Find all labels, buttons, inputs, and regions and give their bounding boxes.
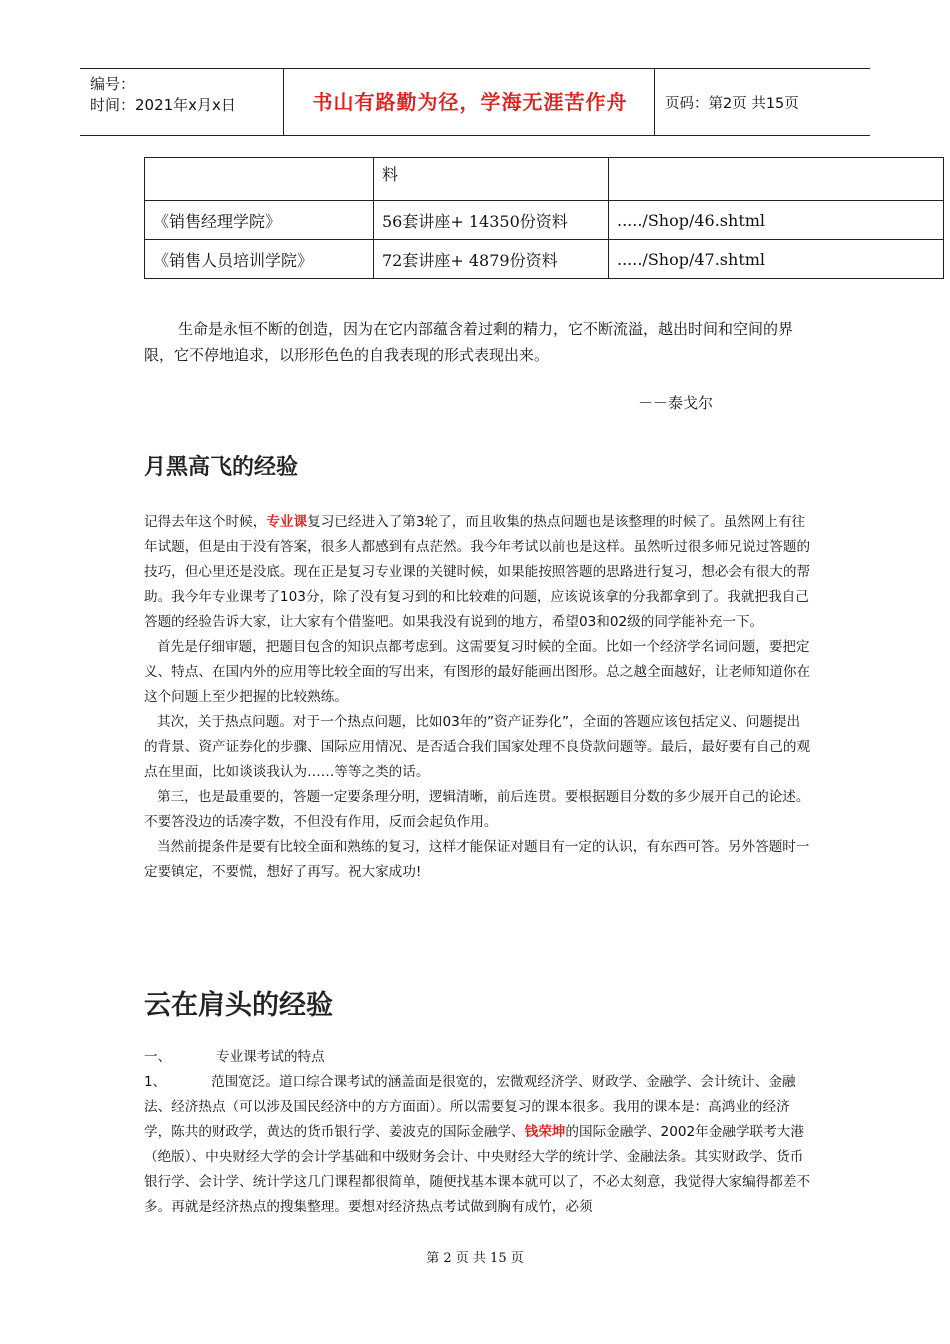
section-body xyxy=(144,1045,811,1220)
table-cell[interactable]: ...../Shop/47.shtml xyxy=(609,240,944,279)
paragraph: 其次，关于热点问题。对于一个热点问题，比如03年的”资产证券化”，全面的答题应该包括定义、问题提出的背景、资产证券化的步骤、国际应用情况、是否适合我们国家处理不良贷款问题等。最后，最好要有自己的观点在里面，比如谈谈我认为……等等之类的话。 xyxy=(144,714,811,780)
paragraph: 第三，也是最重要的，答题一定要条理分明，逻辑清晰，前后连贯。要根据题目分数的多少展开自己的论述。不要答没边的话凑字数，不但没有作用，反而会起负作用。 xyxy=(144,789,810,830)
table-row xyxy=(145,201,944,240)
table-cell[interactable]: ...../Shop/46.shtml xyxy=(609,201,944,240)
highlight-text: 专业课 xyxy=(266,514,308,530)
list-number: 一、 xyxy=(144,1049,172,1065)
paragraph xyxy=(144,1070,811,1220)
page-footer: 第 2 页 共 15 页 xyxy=(426,1251,524,1266)
quote-author: －－泰戈尔 xyxy=(638,394,714,412)
section-body xyxy=(144,510,811,885)
list-number: 1、 xyxy=(144,1074,167,1090)
table-cell: 56套讲座+ 14350份资料 xyxy=(374,201,609,240)
section-title: 月黑高飞的经验 xyxy=(144,455,299,480)
page-header xyxy=(80,68,870,136)
header-meta xyxy=(90,74,236,116)
paragraph-text: 的国际金融学、2002年金融学联考大港（绝版）、中央财经大学的会计学基础和中级财务会计、中央财经大学的统计学、金融法条。其实财政学、货币银行学、会计学、统计学这几门课程都很简单，随便找基本课本就可以了，不必太刻意，我觉得大家编得都差不多。再就是经济热点的搜集整理。要想对经济热点考试做到胸有成竹，必须 xyxy=(144,1124,811,1215)
table-cell: 料 xyxy=(374,158,609,201)
header-motto: 书山有路勤为径，学海无涯苦作舟 xyxy=(312,90,628,114)
paragraph-text: 范围宽泛。道口综合课考试的涵盖面是很宽的，宏微观经济学、财政学、金融学、会计统计、金融法、经济热点（可以涉及国民经济中的方方面面）。所以需要复习的课本很多。我用的课本是：高鸿业的经济学，陈共的财政学，黄达的货币银行学、姜波克的国际金融学、 xyxy=(144,1074,796,1140)
paragraph-text: 复习已经进入了第3轮了，而且收集的热点问题也是该整理的时候了。虽然网上有往年试题，但是由于没有答案，很多人都感到有点茫然。我今年考试以前也是这样。虽然听过很多师兄说过答题的技巧，但心里还是没底。现在正是复习专业课的关键时候，如果能按照答题的思路进行复习，想必会有很大的帮助。我今年专业课考了103分，除了没有复习到的和比较难的问题，应该说该拿的分我都拿到了。我就把我自己答题的经验告诉大家，让大家有个借鉴吧。如果我没有说到的地方，希望03和02级的同学能补充一下。 xyxy=(144,514,811,630)
header-page-info: 页码：第2页 共15页 xyxy=(665,96,799,112)
table-cell: 72套讲座+ 4879份资料 xyxy=(374,240,609,279)
number-label: 编号： xyxy=(90,75,136,93)
time-label: 时间：2021年x月x日 xyxy=(90,96,236,114)
header-top-rule xyxy=(80,68,870,69)
table-cell: 《销售经理学院》 xyxy=(145,201,374,240)
table-cell xyxy=(609,158,944,201)
list-item xyxy=(144,1045,811,1070)
section-title: 云在肩头的经验 xyxy=(144,990,333,1021)
table-row xyxy=(145,240,944,279)
paragraph: 首先是仔细审题，把题目包含的知识点都考虑到。这需要复习时候的全面。比如一个经济学名词问题，要把定义、特点、在国内外的应用等比较全面的写出来，有图形的最好能画出图形。总之越全面越好，让老师知道你在这个问题上至少把握的比较熟练。 xyxy=(144,639,811,705)
resource-table xyxy=(144,157,944,279)
paragraph xyxy=(144,510,811,635)
table-cell xyxy=(145,158,374,201)
highlight-text: 钱荣坤 xyxy=(524,1124,566,1140)
table-cell: 《销售人员培训学院》 xyxy=(145,240,374,279)
header-bottom-rule xyxy=(80,135,870,136)
header-divider xyxy=(283,68,284,136)
paragraph: 当然前提条件是要有比较全面和熟练的复习，这样才能保证对题目有一定的认识，有东西可答。另外答题时一定要镇定，不要慌，想好了再写。祝大家成功! xyxy=(144,839,810,880)
quote-text: 生命是永恒不断的创造，因为在它内部蕴含着过剩的精力，它不断流溢，越出时间和空间的界限，它不停地追求，以形形色色的自我表现的形式表现出来。 xyxy=(144,320,794,364)
list-text: 专业课考试的特点 xyxy=(216,1049,325,1065)
paragraph-text: 记得去年这个时候， xyxy=(144,514,267,530)
table-row xyxy=(145,158,944,201)
